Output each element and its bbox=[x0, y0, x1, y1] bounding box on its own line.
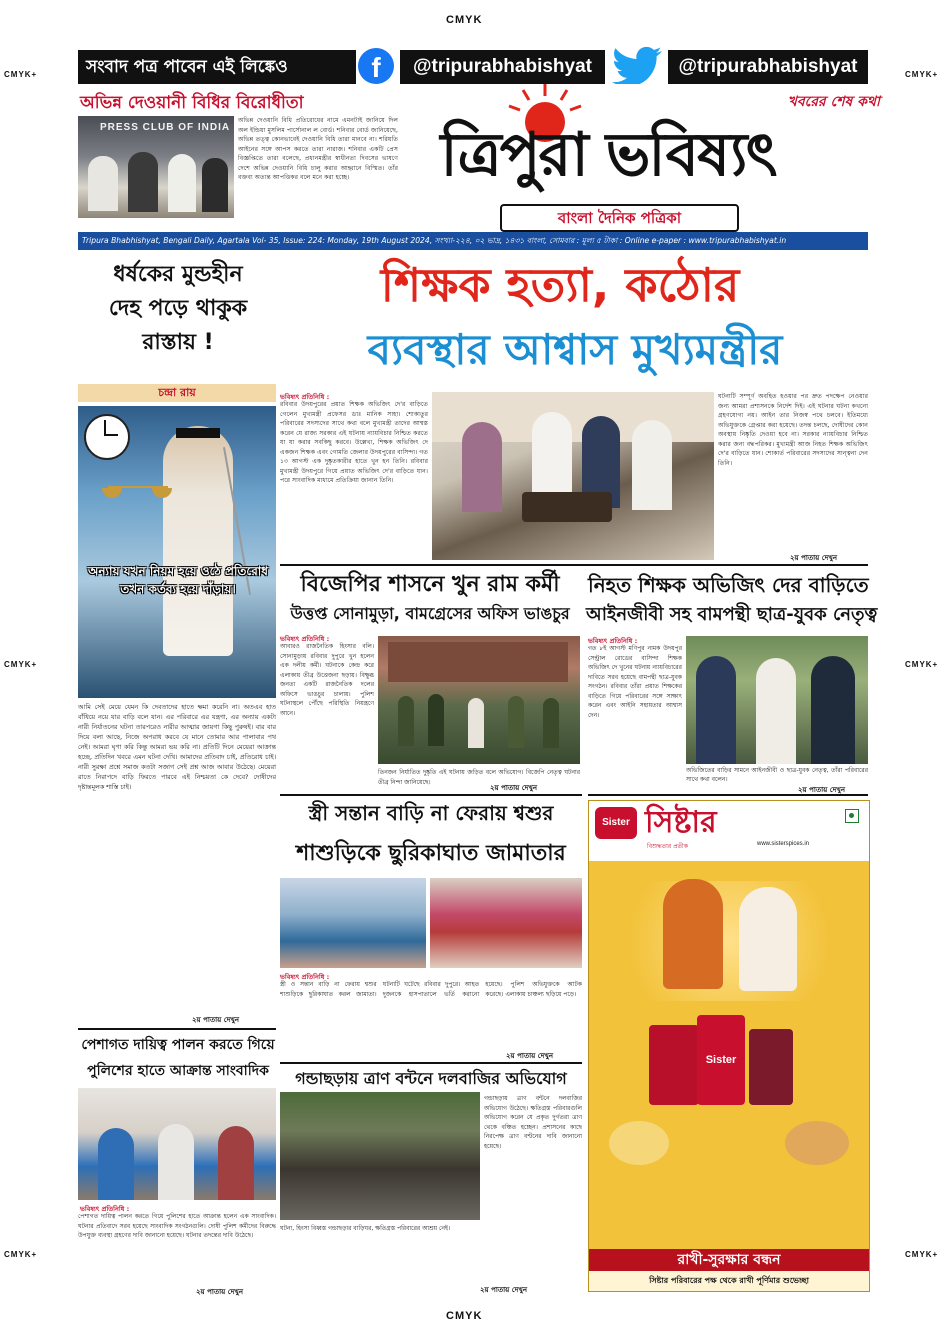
sister-ad[interactable] bbox=[588, 800, 870, 1292]
lead-body-left: রবিবার উদয়পুরের প্রয়াত শিক্ষক অভিজিৎ দে'র বাড়িতে গেলেন মুখ্যমন্ত্রী প্রফেসর ডাঃ মানিক সাহা। শোকাতুর পরিবারের সদস্যদের সাথে কথা বলে মুখ্যমন্ত্রী তাদের আশ্বস্ত করেন যে রাজ্য সরকার এই ঘটনায় ন্যায়বিচার নিশ্চিত করতে যা যা করার সবকিছু করবে। উল্লেখ্য, শিক্ষক অভিজিৎ দে একজন শিক্ষক এবং গোমতি জেলার উদয়পুরের বাসিন্দা। গত ১৩ আগস্ট এক দুষ্কৃতকারীর হাতে খুন হন তিনি। রবিবার মুখ্যমন্ত্রী উদয়পুরে গিয়ে প্রয়াত অভিজিৎ দে'র বাড়িতে যান। পরে সাংবাদিক মাধ্যমে প্রতিক্রিয়া জানান তিনি। bbox=[280, 401, 428, 484]
editorial-author-bar: চন্দ্রা রায় bbox=[78, 384, 276, 402]
journalist-continuation[interactable]: ২য় পাতায় দেখুন bbox=[196, 1288, 244, 1296]
journalist-headline-1[interactable]: পেশাগত দায়িত্ব পালন করতে গিয়ে bbox=[81, 1037, 275, 1053]
bjp-headline[interactable]: বিজেপির শাসনে খুন রাম কর্মী bbox=[300, 572, 560, 597]
lead-byline: ভবিষ্যৎ প্রতিনিধি : bbox=[280, 393, 330, 401]
masthead-subtitle: বাংলা দৈনিক পত্রিকা bbox=[500, 204, 739, 232]
cmyk-mark-left-3: CMYK+ bbox=[4, 1250, 38, 1259]
editorial-continuation[interactable]: ২য় পাতায় দেখুন bbox=[192, 1016, 240, 1024]
stabbing-headline-1[interactable]: স্ত্রী সন্তান বাড়ি না ফেরায় শ্বশুর bbox=[308, 801, 554, 825]
bjp-body: আবারও রাজনৈতিক হিংসার বলি। সোনামুড়ায় রবিবার দুপুরে খুন হলেন এক দলীয় কর্মী। ঘটনাকে কেন্দ্র করে এলাকায় তীব্র উত্তেজনা ছড়ায়। বিক্ষুব্ধ জনতা একটি রাজনৈতিক দলের অফিসে ভাঙচুর চালায়। পুলিশ ঘটনাস্থলে পৌঁছে পরিস্থিতি নিয়ন্ত্রণে আনে। bbox=[280, 643, 374, 717]
lead-rule bbox=[280, 564, 868, 566]
editorial-headline-2[interactable]: দেহ পড়ে থাকুক bbox=[108, 296, 248, 321]
stabbing-headline-2[interactable]: শাশুড়িকে ছুরিকাঘাত জামাতার bbox=[296, 841, 566, 866]
twitter-icon[interactable] bbox=[612, 46, 664, 84]
editorial-headline-1[interactable]: ধর্ষকের মুন্ডহীন bbox=[113, 262, 243, 287]
cmyk-mark-right-3: CMYK+ bbox=[905, 1250, 939, 1259]
editorial-rule bbox=[78, 1028, 276, 1030]
lead-body-right: ঘটনাটি সম্পূর্ণ অবহিত হওয়ার পর দ্রুত পদক্ষেপ নেওয়ার জন্য আমরা প্রশাসনকে নির্দেশ দিই। এই ঘটনার ঘটনা কখনো গ্রহণযোগ্য নয়। আইন তার নিজস্ব পথে চলবে। ইতিমধ্যে অভিযুক্তকে গ্রেপ্তার করা হয়েছে। তদন্ত চলছে, দোষীদের কোন অবস্থায় নিষ্কৃতি দেওয়া হবে না। সরকার ন্যায়বিচার নিশ্চিত করার জন্য বদ্ধপরিকর। মুখ্যমন্ত্রী আজ নিহত শিক্ষক অভিজিৎ দে'র বাড়িতে যান। শোকার্ত পরিবারের সদস্যদের সান্ত্বনা দেন তিনি। bbox=[718, 393, 868, 467]
sister-brand-bengali: সিষ্টার bbox=[645, 805, 717, 840]
cmyk-mark-right-1: CMYK+ bbox=[905, 70, 939, 79]
bjp-subheadline[interactable]: উত্তপ্ত সোনামুড়া, বামগ্রেসের অফিস ভাঙচুর bbox=[290, 604, 570, 623]
cmyk-mark-left-1: CMYK+ bbox=[4, 70, 38, 79]
stabbing-photo-right bbox=[430, 878, 582, 968]
cmyk-mark-right-2: CMYK+ bbox=[905, 660, 939, 669]
teacher-home-subheadline[interactable]: আইনজীবী সহ বামপন্থী ছাত্র-যুবক নেতৃত্ব bbox=[586, 604, 878, 625]
cmyk-mark-top: CMYK bbox=[446, 14, 483, 26]
editorial-body: আমি সেই মেয়ে যেমন কি দেবতাদের হাতে ক্ষমা করেনি না। অতএব হাত বাঁধিয়ে নয়ে যার বাড়ি বলে যান। এর পরিবারে এর যন্ত্রণা, এর অন্যায় একটা নারী নির্যাতনের ঘটনা তারপরেও নারীর আত্মার জায়গা কিছু পুরুষই। বার বার দিয়ে বলা আছে, নিজে অপরাধ করবে যে মানে তোমার আর পালাবার পথ নেই। আমরা ঘৃণা করি কিন্তু আমরা ভয় করি না। প্রতিটি দিনে মেয়েরা আক্রান্ত হচ্ছে, প্রতিদিন খবরে এমন ঘটনা দেখি। আমাদের প্রতিবাদ চাই, প্রতিরোধ চাই। নারী সুরক্ষা প্রশ্নে সমাজ কতটা সজাগ সেই প্রশ্ন আজ আবার উঠেছে। মেয়েরা রাতে নিরাপদে বাড়ি ফিরতে পারবে এই নিশ্চয়তা কে দেবে? দোষীদের দৃষ্টান্তমূলক শাস্তি চাই। bbox=[78, 703, 276, 791]
journalist-headline-2[interactable]: পুলিশের হাতে আক্রান্ত সাংবাদিক bbox=[87, 1063, 269, 1079]
relief-photo bbox=[280, 1092, 480, 1220]
dateline-bar: Tripura Bhabhishyat, Bengali Daily, Agartala Vol- 35, Issue: 224: Monday, 19th August 2024, সংখ্যা-২২৪, ০২ ভাদ্র, ১৪৩১ বাংলা, সোমবার : মূল্য ৫ টাকা : Online e-paper : www.tripurabhabishyat.in bbox=[78, 232, 868, 250]
twitter-handle[interactable]: @tripurabhabishyat bbox=[668, 50, 868, 84]
veg-icon bbox=[845, 809, 859, 823]
lead-headline-line2[interactable]: ব্যবস্থার আশ্বাস মুখ্যমন্ত্রীর bbox=[367, 325, 783, 374]
social-bar-left: সংবাদ পত্র পাবেন এই লিঙ্কেও bbox=[78, 50, 356, 84]
sister-slogan-band: রাখী-সুরক্ষার বন্ধন bbox=[589, 1249, 869, 1271]
teacher-home-continuation[interactable]: ২য় পাতায় দেখুন bbox=[798, 786, 846, 794]
editorial-image-caption: অন্যায় যখন নিয়ম হয়ে ওঠে প্রতিরোধ তখন কর্তব্য হয়ে দাঁড়ায়। bbox=[87, 564, 269, 596]
lead-photo bbox=[432, 392, 714, 560]
teaser-body: অভিন্ন দেওয়ানি বিধি প্রতিরোধের নামে এমনটাই জানিয়ে দিল অল ইন্ডিয়া মুসলিম পার্সোনাল ল বোর্ড। শনিবার বোর্ড জানিয়েছে, অভিন্ন তত্ত্ব কোনভাবেই দেওয়ানি বিধি তারা মানবে না। শরিয়তি আইনের সঙ্গে আপস করতে তারা নারাজ। শনিবার একটি প্রেস বিজ্ঞপ্তিতে তারা বলেছে, প্রধানমন্ত্রীর স্বাধীনতা দিবসের ভাষণে দেশে অভিন্ন দেওয়ানি বিধি চালু করার আহ্বানে বিস্মিত। তাঁর বক্তব্য অত্যন্ত আপত্তিকর বলে মনে করা হচ্ছে। bbox=[238, 117, 398, 181]
sister-footer: সিষ্টার পরিবারের পক্ষ থেকে রাখী পূর্ণিমার শুভেচ্ছা bbox=[589, 1271, 869, 1291]
relief-continuation[interactable]: ২য় পাতায় দেখুন bbox=[480, 1286, 528, 1294]
stabbing-body: স্ত্রী ও সন্তান বাড়ি না ফেরায় শ্বশুর শাশুড়িকে ছুরিকাঘাত করল জামাতা। ঘটনাটি ঘটেছে রবিবার দুপুরে। আহত দুজনকে হাসপাতালে ভর্তি করানো হয়েছে। পুলিশ অভিযুক্তকে আটক করেছে। এলাকায় চাঞ্চল্য ছড়িয়ে পড়ে। bbox=[280, 981, 582, 998]
relief-photo-caption: ঘটনা, হিংসা বিধ্বস্ত গন্ডাছড়ার বাড়িঘর, ক্ষতিগ্রস্ত পরিবারের আশ্রয় নেই। bbox=[280, 1225, 451, 1232]
bjp-continuation[interactable]: ২য় পাতায় দেখুন bbox=[490, 784, 538, 792]
teacher-home-body: গত ৮ই আগস্ট মণিপুর নামক উদয়পুর সেন্ট্রাল রোডের বাসিন্দা শিক্ষক অভিজিৎ দে খুনের ঘটনায় ন্যায়বিচারের দাবিতে সরব হয়েছে বামপন্থী ছাত্র-যুবক সংগঠন। রবিবার তাঁরা প্রয়াত শিক্ষকের বাড়িতে গিয়ে পরিবারের সঙ্গে সাক্ষাৎ করেন এবং আইনি সহায়তার আশ্বাস দেন। bbox=[588, 645, 682, 719]
lead-headline-line1[interactable]: শিক্ষক হত্যা, কঠোর bbox=[380, 258, 740, 312]
lead-continuation[interactable]: ২য় পাতায় দেখুন bbox=[790, 554, 838, 562]
sister-website[interactable]: www.sisterspices.in bbox=[757, 841, 810, 847]
bjp-body-low: তিনজন নির্যাতিত দুষ্কৃতি এই ঘটনায় জড়িত বলে অভিযোগ। বিজেপি নেতৃত্ব ঘটনার তীব্র নিন্দা জানিয়েছে। bbox=[378, 769, 580, 786]
journalist-body: পেশাগত দায়িত্ব পালন করতে গিয়ে পুলিশের হাতে আক্রান্ত হলেন এক সাংবাদিক। ঘটনার প্রতিবাদে সরব হয়েছে সাংবাদিক সংগঠনগুলি। দোষী পুলিশ কর্মীদের বিরুদ্ধে উপযুক্ত ব্যবস্থা গ্রহণের দাবি জানানো হয়েছে। ঘটনার তদন্তের দাবি উঠেছে। bbox=[78, 1213, 276, 1239]
editorial-headline-3[interactable]: রাস্তায় ! bbox=[142, 330, 214, 355]
bjp-byline: ভবিষ্যৎ প্রতিনিধি : bbox=[280, 635, 330, 643]
teacher-home-rule bbox=[588, 794, 868, 796]
press-club-sign: PRESS CLUB OF INDIA bbox=[100, 122, 231, 133]
stabbing-continuation[interactable]: ২য় পাতায় দেখুন bbox=[506, 1052, 554, 1060]
sister-pack-label: Sister bbox=[697, 1015, 745, 1105]
sister-logo-badge: Sister bbox=[595, 807, 637, 839]
teacher-home-byline: ভবিষ্যৎ প্রতিনিধি : bbox=[588, 637, 638, 645]
facebook-icon[interactable]: f bbox=[358, 48, 394, 84]
cmyk-mark-bottom: CMYK bbox=[446, 1310, 483, 1322]
bjp-photo bbox=[378, 636, 580, 764]
sister-tag: বিশুদ্ধতার প্রতীক bbox=[647, 843, 688, 850]
stabbing-byline: ভবিষ্যৎ প্রতিনিধি : bbox=[280, 973, 330, 981]
teacher-home-headline[interactable]: নিহত শিক্ষক অভিজিৎ দের বাড়িতে bbox=[588, 573, 869, 597]
relief-body: গন্ডাছড়ায় ত্রাণ বন্টনে দলবাজির অভিযোগ উঠেছে। ক্ষতিগ্রস্ত পরিবারগুলি অভিযোগ করেন যে প্রকৃত দুর্গতরা ত্রাণ থেকে বঞ্চিত হচ্ছেন। প্রশাসনের কাছে নিরপেক্ষ ত্রাণ বণ্টনের দাবি জানানো হয়েছে। bbox=[484, 1095, 582, 1150]
masthead-title: ত্রিপুরা ভবিষ্যৎ bbox=[440, 120, 776, 190]
teacher-home-photo-caption: অভিজিতের বাড়ির সামনে আইনজীবী ও ছাত্র-যুবক নেতৃত্ব, তাঁরা পরিবারের সাথে কথা বলেন। bbox=[686, 767, 868, 783]
relief-headline[interactable]: গন্ডাছড়ায় ত্রাণ বন্টনে দলবাজির অভিযোগ bbox=[295, 1069, 567, 1088]
stabbing-photo-left bbox=[280, 878, 426, 968]
teaser-photo bbox=[78, 116, 234, 218]
teacher-home-photo bbox=[686, 636, 868, 764]
journalist-photo bbox=[78, 1088, 276, 1200]
facebook-handle[interactable]: @tripurabhabishyat bbox=[400, 50, 605, 84]
masthead-tagline: খবরের শেষ কথা bbox=[787, 94, 880, 110]
teaser-headline[interactable]: অভিন্ন দেওয়ানী বিধির বিরোধীতা bbox=[80, 93, 304, 113]
editorial-illustration bbox=[78, 406, 276, 698]
cmyk-mark-left-2: CMYK+ bbox=[4, 660, 38, 669]
journalist-byline: ভবিষ্যৎ প্রতিনিধি : bbox=[80, 1205, 130, 1213]
